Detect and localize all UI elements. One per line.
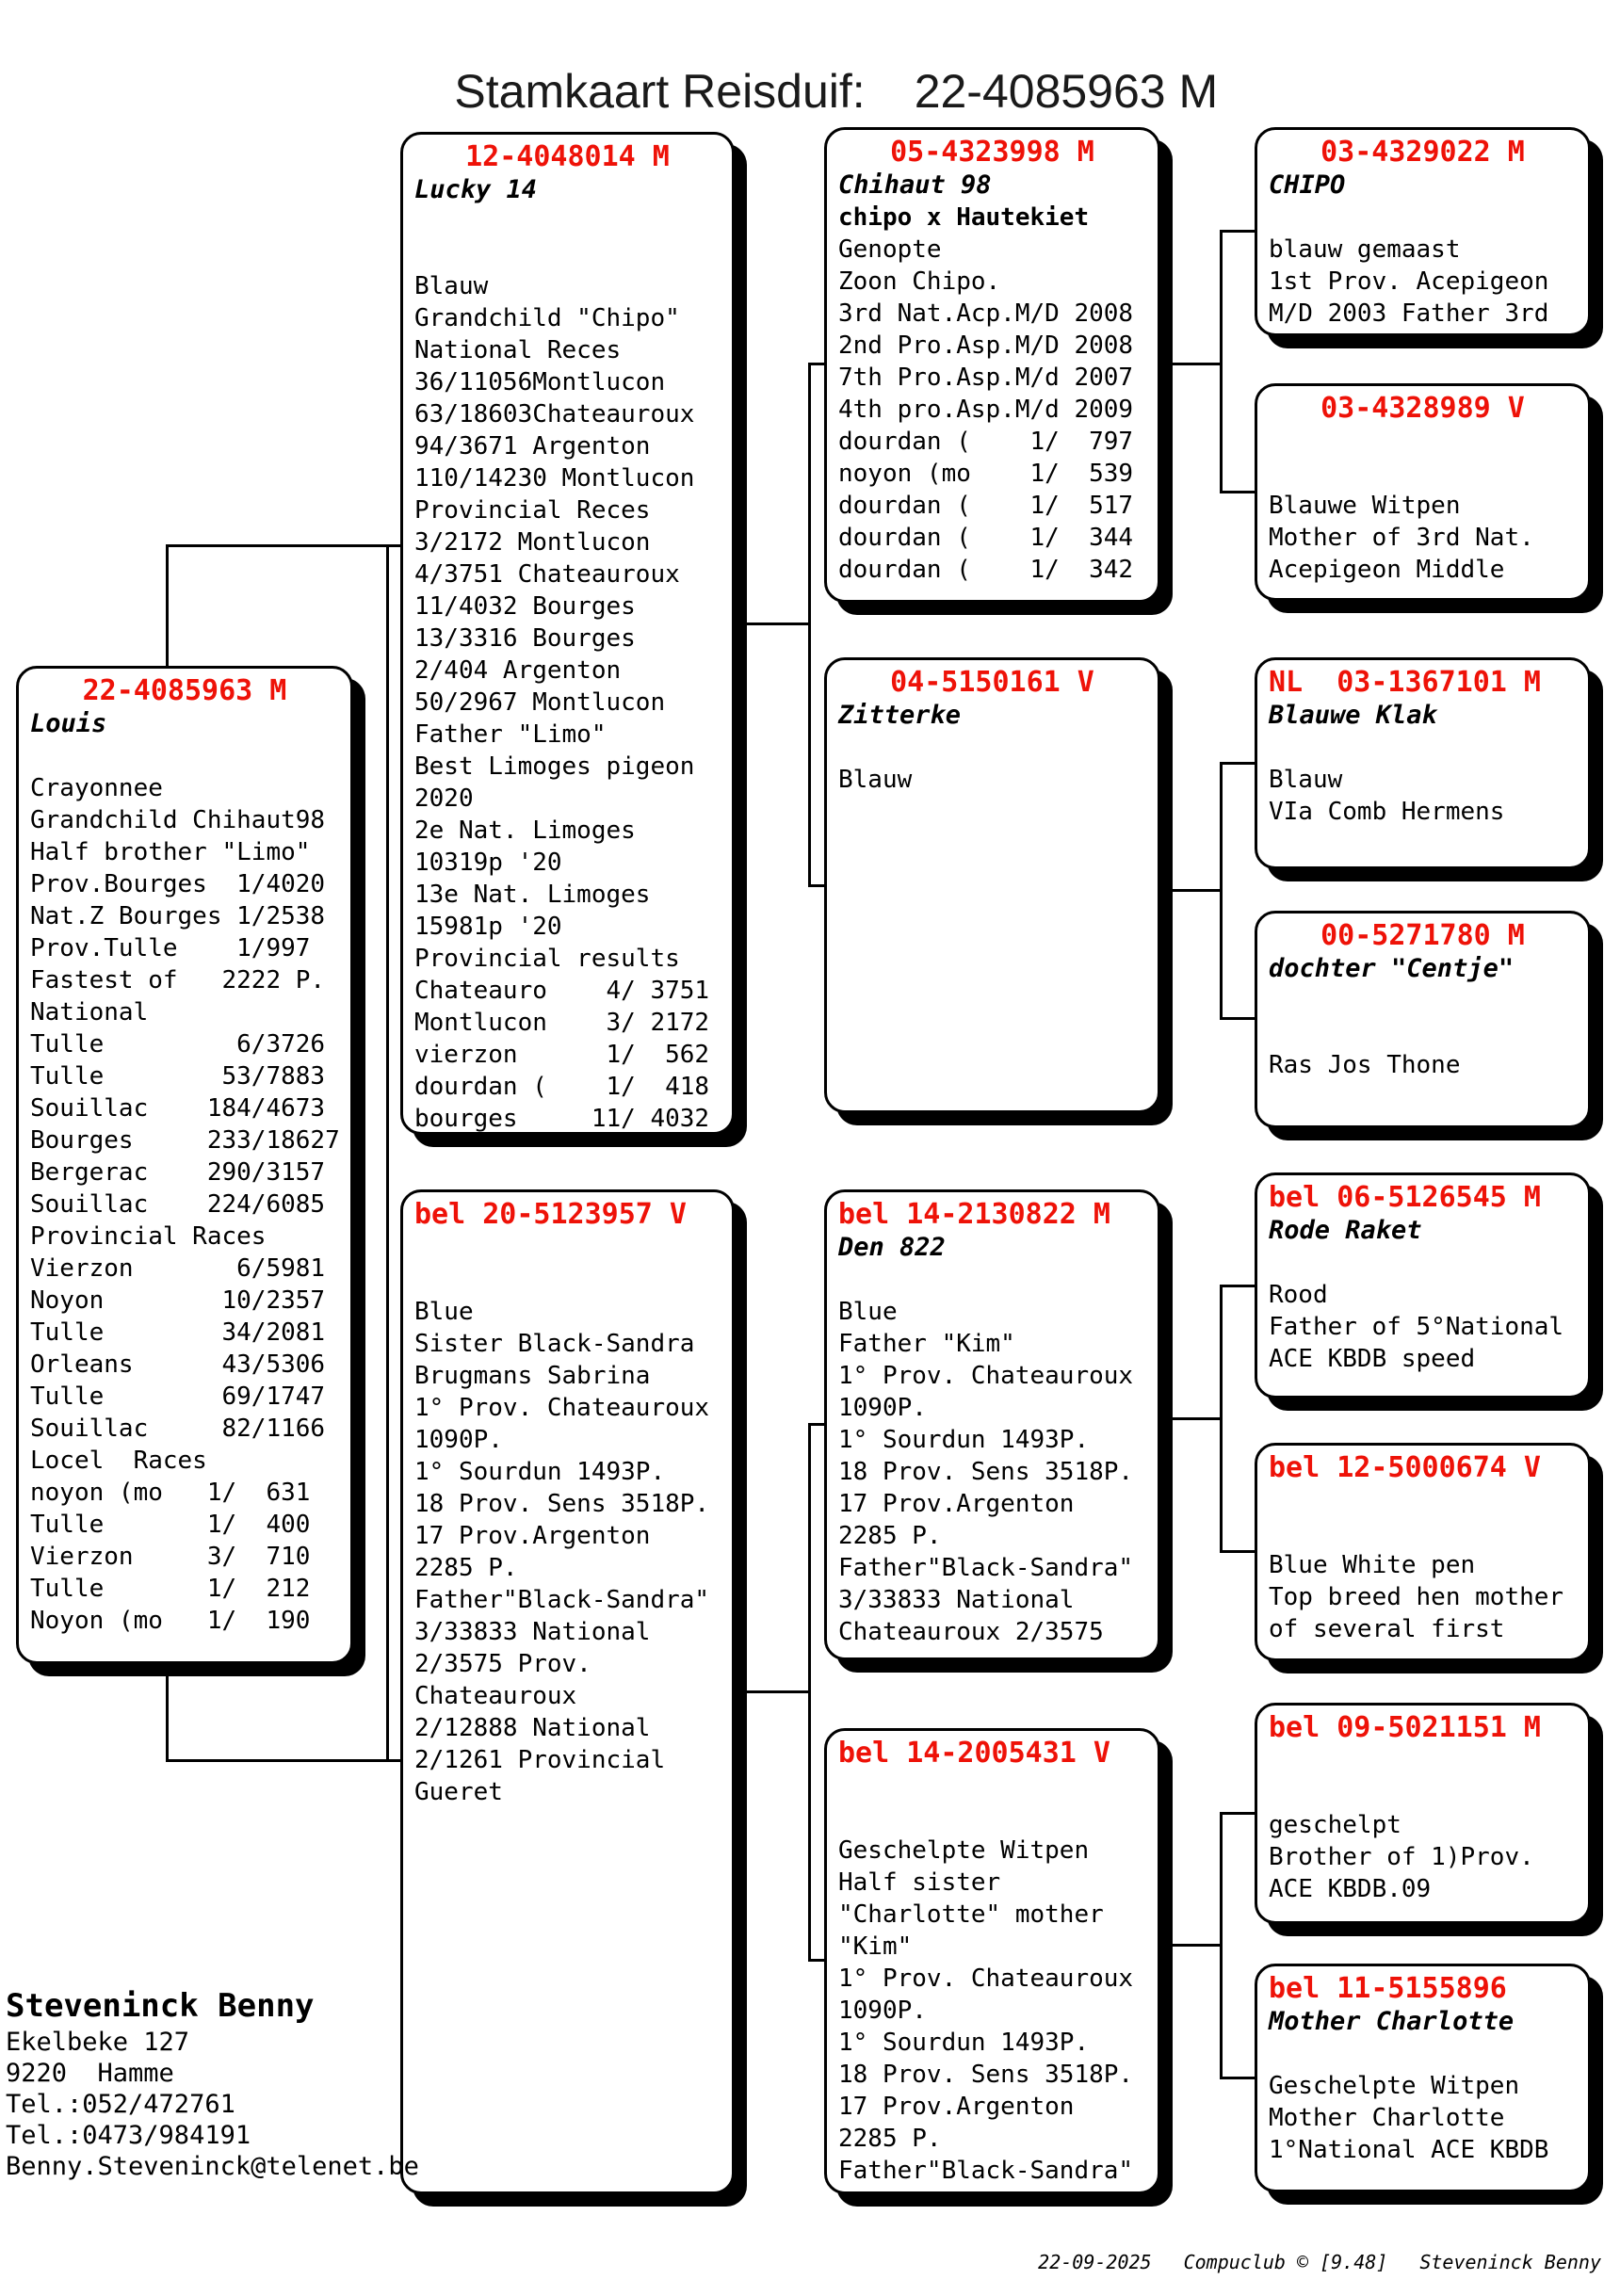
pedigree-line: Chateauroux 2/3575 bbox=[838, 1618, 1104, 1646]
connector-line bbox=[735, 623, 810, 625]
pedigree-line: Father of 5°National bbox=[1269, 1313, 1564, 1341]
pedigree-line: 2285 P. bbox=[838, 2125, 942, 2153]
ring-number: 12-4048014 M bbox=[465, 140, 670, 173]
pedigree-line: 1° Sourdun 1493P. bbox=[838, 2029, 1090, 2057]
pedigree-line: dourdan ( 1/ 418 bbox=[414, 1073, 710, 1101]
connector-line bbox=[808, 884, 824, 887]
pedigree-line bbox=[838, 1264, 1146, 1296]
pedigree-line: 50/2967 Montlucon bbox=[414, 688, 666, 717]
pedigree-line bbox=[414, 1232, 721, 1264]
owner-name: Steveninck Benny bbox=[6, 1987, 315, 2025]
connector-line bbox=[1160, 1417, 1222, 1420]
connector-line bbox=[1220, 491, 1255, 493]
connector-line bbox=[166, 544, 400, 547]
pigeon-name: Louis bbox=[30, 709, 107, 738]
connector-line bbox=[1220, 762, 1223, 1020]
pedigree-line: Brugmans Sabrina bbox=[414, 1362, 651, 1390]
pedigree-line bbox=[1269, 458, 1577, 490]
connector-line bbox=[808, 363, 824, 365]
pedigree-line: 18 Prov. Sens 3518P. bbox=[414, 1490, 710, 1518]
owner-address-line: Benny.Steveninck@telenet.be bbox=[6, 2152, 419, 2181]
pedigree-line bbox=[838, 732, 1146, 764]
pedigree-line: ACE KBDB speed bbox=[1269, 1345, 1476, 1373]
pigeon-name: Rode Raket bbox=[1269, 1216, 1422, 1245]
pedigree-line bbox=[1269, 1777, 1577, 1809]
pedigree-line: Souillac 184/4673 bbox=[30, 1094, 326, 1123]
pedigree-line: dourdan ( 1/ 342 bbox=[838, 556, 1134, 584]
pedigree-line: dourdan ( 1/ 797 bbox=[838, 428, 1134, 456]
pigeon-name: Zitterke bbox=[838, 701, 962, 730]
connector-line bbox=[1220, 230, 1223, 493]
ring-number: bel 14-2005431 V bbox=[838, 1737, 1110, 1770]
pedigree-line: 36/11056Montlucon bbox=[414, 368, 666, 396]
pedigree-line: "Kim" bbox=[838, 1932, 913, 1961]
pigeon-name: dochter "Centje" bbox=[1269, 954, 1515, 983]
pigeon-name: CHIPO bbox=[1269, 170, 1346, 200]
pedigree-line bbox=[414, 238, 721, 270]
ring-number: bel 20-5123957 V bbox=[414, 1198, 687, 1231]
ring-number: 00-5271780 M bbox=[1320, 919, 1525, 952]
pedigree-line: Blue bbox=[414, 1298, 474, 1326]
pedigree-line: Tulle 53/7883 bbox=[30, 1062, 326, 1091]
pedigree-line: 18 Prov. Sens 3518P. bbox=[838, 2061, 1134, 2089]
pedigree-line: Fastest of 2222 P. bbox=[30, 966, 326, 994]
pedigree-line: 2/1261 Provincial bbox=[414, 1746, 666, 1774]
pedigree-line: Geschelpte Witpen bbox=[1269, 2072, 1520, 2100]
pedigree-line: Ras Jos Thone bbox=[1269, 1051, 1461, 1079]
ring-number: 03-4329022 M bbox=[1320, 136, 1525, 169]
pedigree-line: 17 Prov.Argenton bbox=[838, 2093, 1075, 2121]
pedigree-box-b13 bbox=[1255, 1443, 1591, 1661]
pedigree-line bbox=[1269, 202, 1577, 234]
connector-line bbox=[1160, 1944, 1222, 1947]
pigeon-name: Mother Charlotte bbox=[1269, 2007, 1515, 2036]
pedigree-line: Grandchild Chihaut98 bbox=[30, 806, 326, 834]
footer bbox=[993, 2228, 1601, 2296]
pedigree-line: Half sister bbox=[838, 1868, 1001, 1897]
pedigree-line bbox=[1269, 1485, 1577, 1517]
pedigree-line: Father"Black-Sandra" bbox=[838, 2157, 1134, 2185]
connector-line bbox=[808, 1423, 824, 1426]
connector-line bbox=[808, 1959, 824, 1962]
pedigree-box-b7 bbox=[824, 1728, 1160, 2194]
pedigree-line bbox=[414, 206, 721, 238]
pedigree-line: 13e Nat. Limoges bbox=[414, 881, 651, 909]
ring-number: 22-4085963 M bbox=[82, 674, 287, 707]
pedigree-line: 11/4032 Bourges bbox=[414, 592, 636, 621]
pedigree-line: 1090P. bbox=[838, 1394, 927, 1422]
pedigree-line: Brother of 1)Prov. bbox=[1269, 1843, 1534, 1871]
ring-number: bel 11-5155896 bbox=[1269, 1972, 1507, 2005]
connector-line bbox=[1220, 762, 1255, 765]
pedigree-box-b4 bbox=[824, 127, 1160, 603]
pedigree-line: 13/3316 Bourges bbox=[414, 624, 636, 653]
pedigree-line: 1090P. bbox=[838, 1997, 927, 2025]
pedigree-line: 1st Prov. Acepigeon bbox=[1269, 267, 1549, 296]
pedigree-line: Chateauroux bbox=[414, 1682, 577, 1710]
pedigree-line bbox=[838, 1803, 1146, 1835]
pedigree-line: 4/3751 Chateauroux bbox=[414, 560, 680, 589]
pedigree-line: Father"Black-Sandra" bbox=[414, 1586, 710, 1614]
pedigree-line: 2e Nat. Limoges bbox=[414, 817, 636, 845]
pedigree-box-b1 bbox=[16, 666, 353, 1664]
pedigree-line: Provincial Races bbox=[30, 1222, 267, 1251]
ring-number: 03-4328989 V bbox=[1320, 392, 1525, 425]
pedigree-line: 1° Sourdun 1493P. bbox=[838, 1426, 1090, 1454]
pedigree-line: Tulle 34/2081 bbox=[30, 1318, 326, 1347]
pedigree-line: Souillac 82/1166 bbox=[30, 1415, 326, 1443]
pedigree-line bbox=[30, 740, 339, 772]
connector-line bbox=[1220, 1812, 1255, 1815]
connector-line bbox=[166, 1662, 169, 1762]
pedigree-line bbox=[414, 1264, 721, 1296]
pedigree-line: Zoon Chipo. bbox=[838, 267, 1001, 296]
pedigree-line: Father"Black-Sandra" bbox=[838, 1554, 1134, 1582]
pedigree-line: 4th pro.Asp.M/d 2009 bbox=[838, 396, 1134, 424]
pedigree-line: Bourges 233/18627 bbox=[30, 1126, 340, 1155]
owner-address bbox=[6, 2027, 419, 2182]
pedigree-line bbox=[1269, 1247, 1577, 1279]
pedigree-line: noyon (mo 1/ 631 bbox=[30, 1479, 311, 1507]
pedigree-line: Noyon (mo 1/ 190 bbox=[30, 1607, 311, 1635]
owner-address-line: 9220 Hamme bbox=[6, 2059, 174, 2088]
pedigree-line: Locel Races bbox=[30, 1447, 207, 1475]
pedigree-line: dourdan ( 1/ 517 bbox=[838, 492, 1134, 520]
connector-line bbox=[1160, 889, 1222, 892]
pedigree-line: Noyon 10/2357 bbox=[30, 1286, 326, 1315]
ring-number: bel 09-5021151 M bbox=[1269, 1711, 1541, 1744]
connector-line bbox=[1220, 1285, 1255, 1287]
owner-address-line: Tel.:0473/984191 bbox=[6, 2121, 251, 2150]
pedigree-box-b14 bbox=[1255, 1703, 1591, 1924]
pedigree-line: Vierzon 6/5981 bbox=[30, 1254, 326, 1283]
pedigree-line: 1° Prov. Chateauroux bbox=[414, 1394, 710, 1422]
connector-line bbox=[1220, 1285, 1223, 1553]
connector-line bbox=[166, 1759, 400, 1762]
pedigree-line: 3/33833 National bbox=[838, 1586, 1075, 1614]
pedigree-line: M/D 2003 Father 3rd bbox=[1269, 299, 1549, 328]
pedigree-line: 63/18603Chateauroux bbox=[414, 400, 695, 428]
pedigree-line: Blauw bbox=[838, 766, 913, 794]
pedigree-box-b15 bbox=[1255, 1964, 1591, 2192]
pedigree-line: Mother Charlotte bbox=[1269, 2104, 1505, 2132]
pedigree-line: blauw gemaast bbox=[1269, 235, 1461, 264]
page-title-label: Stamkaart Reisduif: bbox=[454, 65, 866, 118]
pedigree-line: Tulle 6/3726 bbox=[30, 1030, 326, 1059]
pedigree-line bbox=[1269, 1017, 1577, 1049]
pedigree-line: Prov.Bourges 1/4020 bbox=[30, 870, 326, 898]
pedigree-line: 2nd Pro.Asp.M/D 2008 bbox=[838, 331, 1134, 360]
pedigree-line: Blauw bbox=[414, 272, 489, 300]
pedigree-line: 2285 P. bbox=[838, 1522, 942, 1550]
pedigree-line: Blauw bbox=[1269, 766, 1343, 794]
pedigree-line bbox=[1269, 732, 1577, 764]
pedigree-line: geschelpt bbox=[1269, 1811, 1401, 1839]
pedigree-line: Geschelpte Witpen bbox=[838, 1836, 1090, 1865]
pedigree-line: dourdan ( 1/ 344 bbox=[838, 524, 1134, 552]
pedigree-box-b5 bbox=[824, 657, 1160, 1113]
pedigree-box-b11 bbox=[1255, 911, 1591, 1128]
pedigree-line: Father "Limo" bbox=[414, 720, 607, 749]
pedigree-line: Vierzon 3/ 710 bbox=[30, 1543, 311, 1571]
pedigree-line: Prov.Tulle 1/997 bbox=[30, 934, 311, 962]
pedigree-line: 17 Prov.Argenton bbox=[414, 1522, 651, 1550]
pedigree-line: Grandchild "Chipo" bbox=[414, 304, 680, 332]
pedigree-line bbox=[1269, 2038, 1577, 2070]
connector-line bbox=[1220, 1550, 1255, 1553]
pedigree-line: Tulle 1/ 400 bbox=[30, 1511, 311, 1539]
pedigree-line: Gueret bbox=[414, 1778, 503, 1806]
pedigree-line: 3/33833 National bbox=[414, 1618, 651, 1646]
pedigree-line: Mother of 3rd Nat. bbox=[1269, 524, 1534, 552]
connector-line bbox=[1220, 1017, 1255, 1020]
pedigree-line: bourges 11/ 4032 bbox=[414, 1105, 710, 1133]
pedigree-line: Bergerac 290/3157 bbox=[30, 1158, 326, 1187]
pigeon-name: Lucky 14 bbox=[414, 175, 538, 204]
footer-app: Compuclub © [9.48] bbox=[1183, 2251, 1388, 2273]
connector-line bbox=[1160, 363, 1222, 365]
pedigree-line: Montlucon 3/ 2172 bbox=[414, 1009, 710, 1037]
pedigree-box-b2 bbox=[400, 132, 735, 1135]
pedigree-line: 110/14230 Montlucon bbox=[414, 464, 695, 493]
ring-number: bel 14-2130822 M bbox=[838, 1198, 1110, 1231]
pedigree-line: chipo x Hautekiet bbox=[838, 203, 1090, 232]
pedigree-box-b10 bbox=[1255, 657, 1591, 869]
pedigree-line bbox=[1269, 1745, 1577, 1777]
pedigree-line: 18 Prov. Sens 3518P. bbox=[838, 1458, 1134, 1486]
footer-user: Steveninck Benny bbox=[1419, 2251, 1601, 2273]
connector-line bbox=[1220, 230, 1255, 233]
pedigree-line: 2020 bbox=[414, 784, 474, 813]
pedigree-box-b9 bbox=[1255, 383, 1591, 601]
pedigree-line: Orleans 43/5306 bbox=[30, 1350, 326, 1379]
connector-line bbox=[1220, 2077, 1255, 2079]
pedigree-line: Chateauro 4/ 3751 bbox=[414, 977, 710, 1005]
pedigree-line bbox=[1269, 1517, 1577, 1549]
pedigree-line: 10319p '20 bbox=[414, 849, 562, 877]
pedigree-line: Crayonnee bbox=[30, 774, 163, 802]
pedigree-line: Best Limoges pigeon bbox=[414, 752, 695, 781]
pedigree-line: vierzon 1/ 562 bbox=[414, 1041, 710, 1069]
pedigree-line: Half brother "Limo" bbox=[30, 838, 311, 866]
pedigree-line bbox=[1269, 985, 1577, 1017]
connector-line bbox=[735, 1690, 810, 1693]
pedigree-line: Tulle 1/ 212 bbox=[30, 1575, 311, 1603]
pedigree-box-b6 bbox=[824, 1189, 1160, 1660]
pedigree-line: 1°National ACE KBDB bbox=[1269, 2136, 1549, 2164]
pedigree-line: Blue White pen bbox=[1269, 1551, 1476, 1579]
connector-line bbox=[166, 544, 169, 669]
pedigree-line: Top breed hen mother bbox=[1269, 1583, 1564, 1611]
owner-address-line: Tel.:052/472761 bbox=[6, 2090, 235, 2119]
pedigree-line: Nat.Z Bourges 1/2538 bbox=[30, 902, 326, 930]
ring-number: NL 03-1367101 M bbox=[1269, 666, 1541, 699]
pedigree-line: 2/3575 Prov. bbox=[414, 1650, 591, 1678]
pedigree-line: 7th Pro.Asp.M/d 2007 bbox=[838, 364, 1134, 392]
pedigree-line: 1° Prov. Chateauroux bbox=[838, 1362, 1134, 1390]
connector-line bbox=[808, 363, 811, 887]
ring-number: bel 06-5126545 M bbox=[1269, 1181, 1541, 1214]
pedigree-line: noyon (mo 1/ 539 bbox=[838, 460, 1134, 488]
pedigree-line: 94/3671 Argenton bbox=[414, 432, 651, 461]
connector-line bbox=[1220, 1812, 1223, 2079]
pigeon-name: Blauwe Klak bbox=[1269, 701, 1437, 730]
pedigree-line: 1° Sourdun 1493P. bbox=[414, 1458, 666, 1486]
pedigree-line: National bbox=[30, 998, 149, 1027]
pedigree-line: of several first bbox=[1269, 1615, 1505, 1643]
footer-date: 22-09-2025 bbox=[1038, 2251, 1152, 2273]
ring-number: bel 12-5000674 V bbox=[1269, 1451, 1541, 1484]
pedigree-line: Father "Kim" bbox=[838, 1330, 1015, 1358]
pedigree-line bbox=[1269, 426, 1577, 458]
pedigree-line: "Charlotte" mother bbox=[838, 1900, 1104, 1929]
connector-line bbox=[386, 544, 389, 1762]
ring-number: 04-5150161 V bbox=[890, 666, 1094, 699]
pedigree-line: Provincial results bbox=[414, 945, 680, 973]
pigeon-name: Den 822 bbox=[838, 1233, 946, 1262]
pedigree-line: Provincial Reces bbox=[414, 496, 651, 525]
pedigree-line: ACE KBDB.09 bbox=[1269, 1875, 1432, 1903]
pedigree-line: Acepigeon Middle bbox=[1269, 556, 1505, 584]
pedigree-line: Tulle 69/1747 bbox=[30, 1382, 326, 1411]
pedigree-line: Blue bbox=[838, 1298, 898, 1326]
pedigree-line: 2/404 Argenton bbox=[414, 656, 622, 685]
pedigree-line: Blauwe Witpen bbox=[1269, 492, 1461, 520]
pedigree-line: Genopte bbox=[838, 235, 942, 264]
pedigree-line: 17 Prov.Argenton bbox=[838, 1490, 1075, 1518]
pedigree-line: Sister Black-Sandra bbox=[414, 1330, 695, 1358]
connector-line bbox=[808, 1423, 811, 1962]
pedigree-line: Rood bbox=[1269, 1281, 1328, 1309]
pedigree-box-b8 bbox=[1255, 127, 1591, 336]
pedigree-line: 3/2172 Montlucon bbox=[414, 528, 651, 557]
ring-number: 05-4323998 M bbox=[890, 136, 1094, 169]
pedigree-line: 3rd Nat.Acp.M/D 2008 bbox=[838, 299, 1134, 328]
pedigree-line bbox=[838, 1771, 1146, 1803]
pedigree-line: 2/12888 National bbox=[414, 1714, 651, 1742]
pedigree-box-b3 bbox=[400, 1189, 735, 2194]
owner-block bbox=[6, 1985, 419, 2182]
pedigree-line: 1090P. bbox=[414, 1426, 503, 1454]
owner-address-line: Ekelbeke 127 bbox=[6, 2028, 190, 2057]
pedigree-line: Souillac 224/6085 bbox=[30, 1190, 326, 1219]
pedigree-line: 15981p '20 bbox=[414, 913, 562, 941]
pedigree-line: 2285 P. bbox=[414, 1554, 518, 1582]
pedigree-line: 1° Prov. Chateauroux bbox=[838, 1965, 1134, 1993]
pigeon-name: Chihaut 98 bbox=[838, 170, 992, 200]
pedigree-box-b12 bbox=[1255, 1172, 1591, 1399]
pedigree-line: National Reces bbox=[414, 336, 622, 364]
page-title-ring: 22-4085963 M bbox=[914, 65, 1219, 118]
pedigree-line: VIa Comb Hermens bbox=[1269, 798, 1505, 826]
